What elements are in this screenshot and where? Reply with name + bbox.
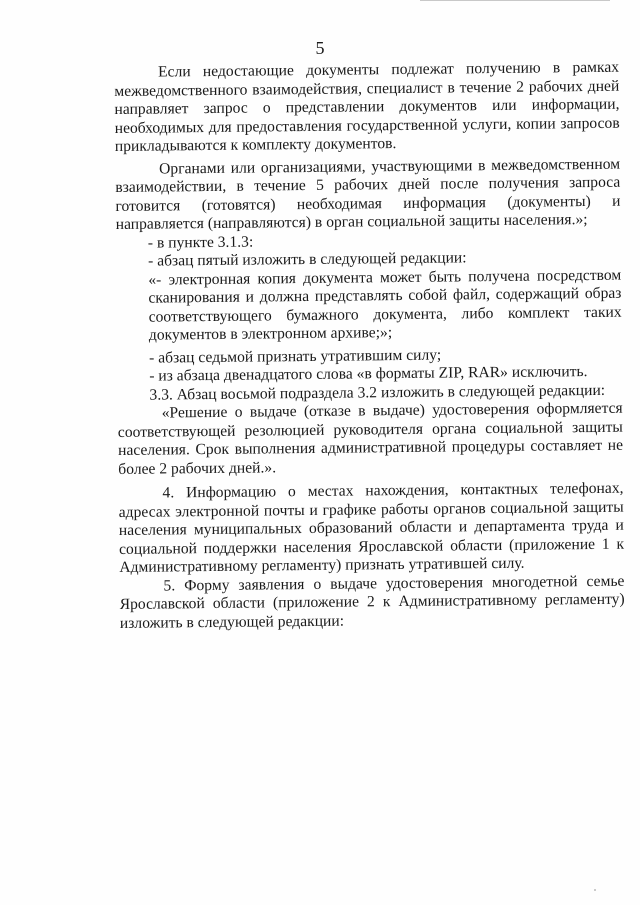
list-item-paragraph-twelve: - из абзаца двенадцатого слова «в форматы ZIP, RAR» исключить. [149, 363, 588, 385]
list-item-clause-3-1-3: - в пункте 3.1.3: [147, 233, 254, 252]
list-item-paragraph-five: - абзац пятый изложить в следующей редакции: [147, 249, 467, 270]
paragraph-item-5: 5. Форму заявления о выдаче удостоверения многодетной семье Ярославской области (приложение 2 к Административному регламенту) изложить в следующей редакции: [119, 572, 625, 632]
document-body [114, 59, 625, 633]
paragraph-interagency-request: Если недостающие документы подлежат получению в рамках межведомственного взаимодействия, специалист в течение 2 рабочих дней направляет запрос о представлении документов или информации, необходимых для предоставления государственной услуги, копии запросов прикладываются к комплекту документов. [114, 58, 620, 155]
paragraph-3-3: 3.3. Абзац восьмой подраздела 3.2 изложить в следующей редакции: [149, 381, 606, 404]
page-number: 5 [315, 38, 325, 58]
list-item-paragraph-seven: - абзац седьмой признать утратившим силу; [148, 346, 442, 367]
scan-speck [594, 889, 596, 891]
paragraph-item-4: 4. Информацию о местах нахождения, контактных телефонах, адресах электронной почты и графике работы органов социальной защиты населения муниципальных образований области и департамента труда и социальной поддержки населения Ярославской области (приложение 1 к Административному регламенту) признать утратившей силу. [118, 479, 625, 576]
paragraph-interagency-response: Органами или организациями, участвующими в межведомственном взаимодействии, в течение 5 рабочих дней после получения запроса готовится (готовятся) необходимая информация (документы) и направляется (направляются) в орган социальной защиты населения.»; [115, 155, 621, 233]
page-edge-line [420, 0, 610, 5]
paragraph-decision-quote: «Решение о выдаче (отказе в выдаче) удостоверения оформляется соответствующей резолюцией руководителя органа социальной защиты населения. Срок выполнения административной процедуры составляет не более 2 рабочих дней.». [117, 399, 624, 478]
paragraph-electronic-copy: «- электронная копия документа может быть получена посредством сканирования и должна представлять собой файл, содержащий образ соответствующего бумажного документа, либо комплект таких документов в электронном архиве;»; [148, 266, 622, 344]
